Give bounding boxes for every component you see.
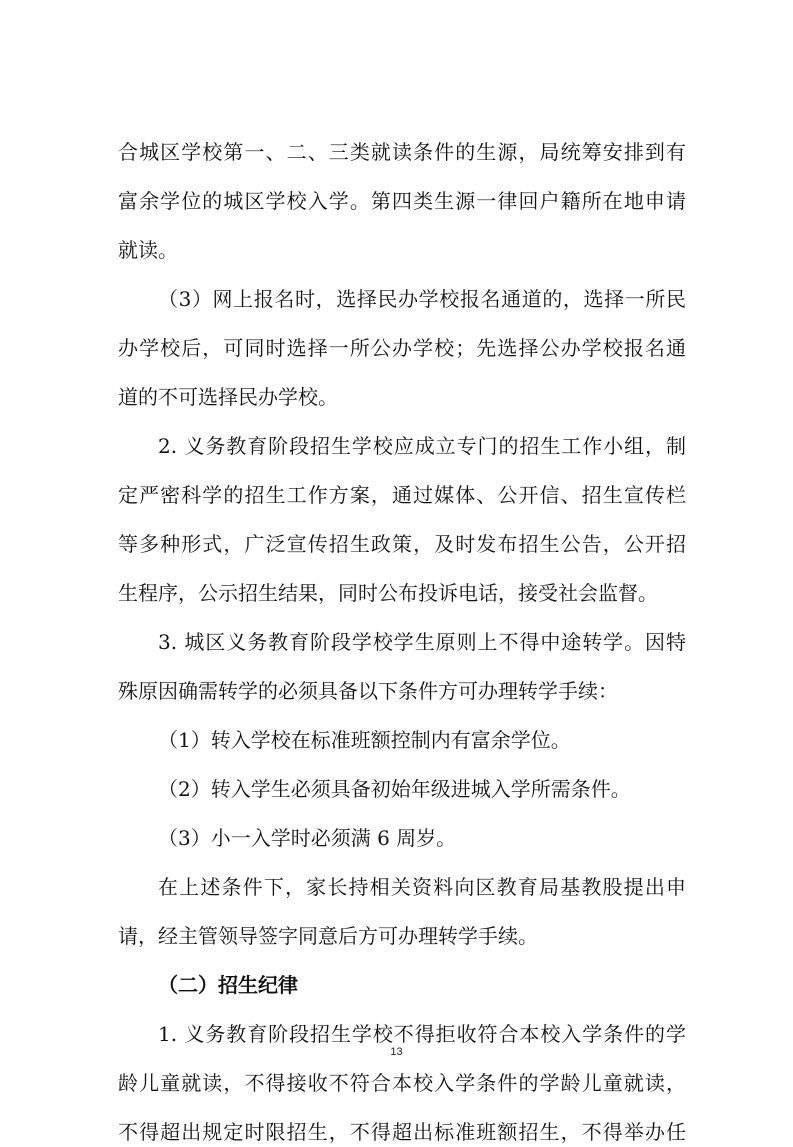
text-line: 1. 义务教育阶段招生学校不得拒收符合本校入学条件的学 — [158, 1022, 686, 1046]
text-line: 定严密科学的招生工作方案，通过媒体、公开信、招生宣传栏 — [118, 483, 686, 507]
text-line: 道的不可选择民办学校。 — [118, 385, 338, 409]
text-line: 生程序，公示招生结果，同时公布投诉电话，接受社会监督。 — [118, 581, 658, 605]
text-line: （2）转入学生必须具备初始年级进城入学所需条件。 — [158, 777, 631, 801]
text-line: 在上述条件下，家长持相关资料向区教育局基教股提出申 — [158, 875, 686, 899]
page-number: 13 — [390, 1046, 403, 1058]
text-line: 请，经主管领导签字同意后方可办理转学手续。 — [118, 924, 538, 948]
text-line: 办学校后，可同时选择一所公办学校；先选择公办学校报名通 — [118, 336, 686, 360]
text-line: 等多种形式，广泛宣传招生政策，及时发布招生公告，公开招 — [118, 532, 686, 556]
text-line: 殊原因确需转学的必须具备以下条件方可办理转学手续： — [118, 679, 618, 703]
text-line: 龄儿童就读，不得接收不符合本校入学条件的学龄儿童就读， — [118, 1071, 686, 1095]
text-line: （3）网上报名时，选择民办学校报名通道的，选择一所民 — [158, 287, 686, 311]
text-line: 不得超出规定时限招生，不得超出标准班额招生，不得举办任 — [118, 1120, 686, 1144]
text-line: 就读。 — [118, 238, 178, 262]
text-line: 富余学位的城区学校入学。第四类生源一律回户籍所在地申请 — [118, 189, 686, 213]
text-line: 合城区学校第一、二、三类就读条件的生源，局统筹安排到有 — [118, 140, 686, 164]
section-heading: （二）招生纪律 — [158, 973, 298, 997]
text-line: 3. 城区义务教育阶段学校学生原则上不得中途转学。因特 — [158, 630, 686, 654]
text-line: 2. 义务教育阶段招生学校应成立专门的招生工作小组，制 — [158, 434, 686, 458]
text-line: （3）小一入学时必须满 6 周岁。 — [158, 826, 457, 850]
text-line: （1）转入学校在标准班额控制内有富余学位。 — [158, 728, 571, 752]
